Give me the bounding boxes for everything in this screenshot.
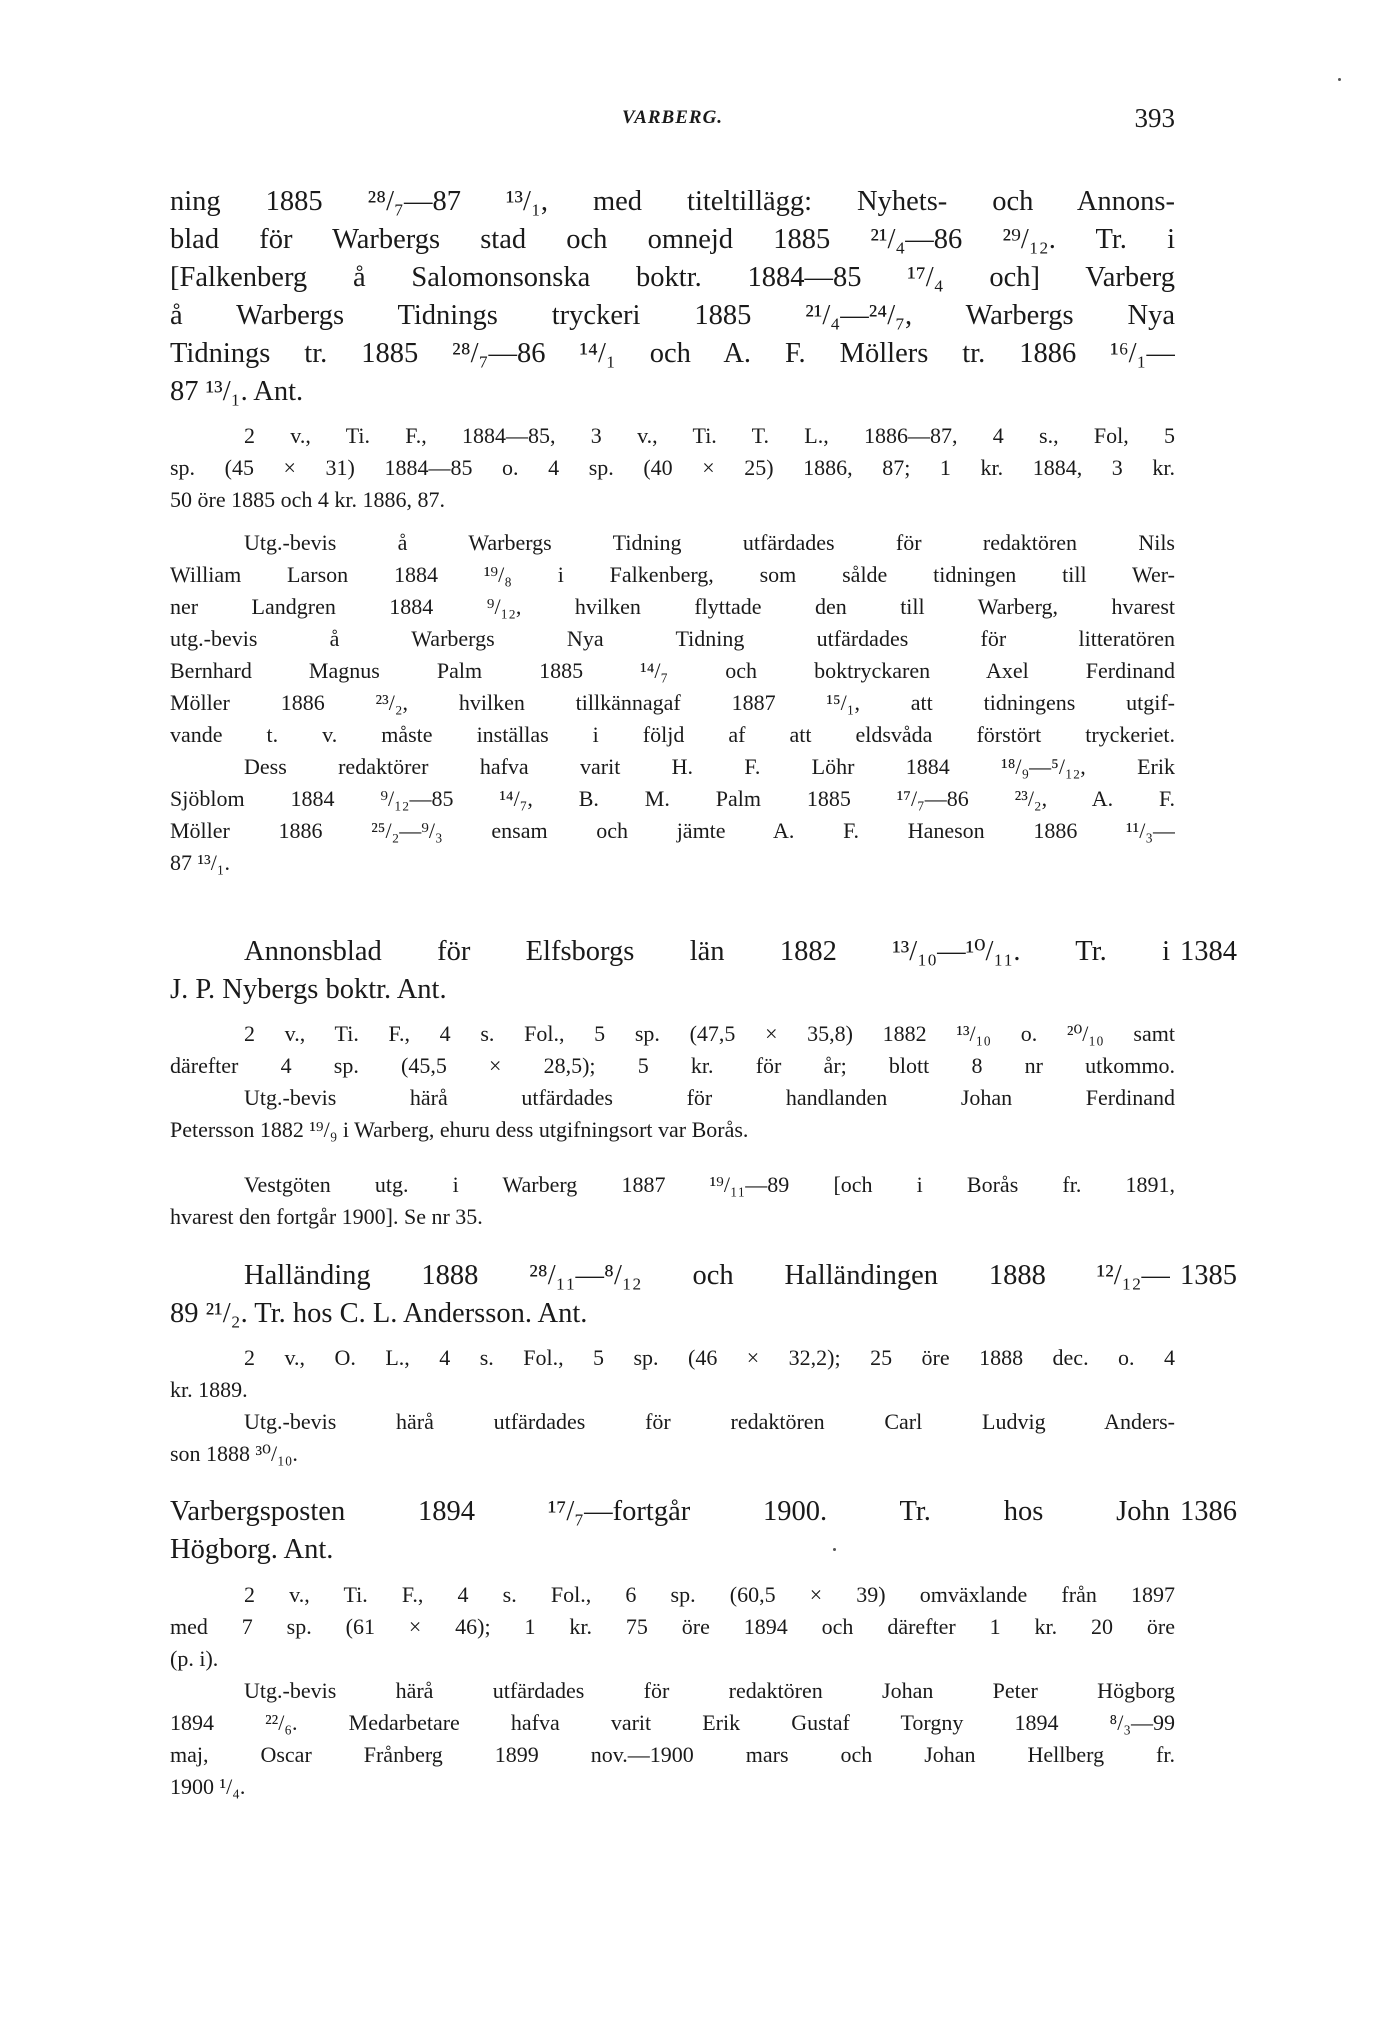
text-line: Möller 1886 ²⁵/₂—⁹/₃ ensam och jämte A. F. Haneson 1886 ¹¹/₃—: [170, 818, 1175, 843]
text-line: ner Landgren 1884 ⁹/₁₂, hvilken flyttade den till Warberg, hvarest: [170, 594, 1175, 619]
text-line: 87 ¹³/₁. Ant.: [170, 376, 304, 407]
text-line: 2 v., O. L., 4 s. Fol., 5 sp. (46 × 32,2); 25 öre 1888 dec. o. 4: [244, 1345, 1175, 1370]
entry-heading-line: Annonsblad för Elfsborgs län 1882 ¹³/₁₀—¹⁰/₁₁. Tr. i: [244, 936, 1170, 967]
page-number: 393: [1134, 103, 1175, 133]
running-title: VARBERG.: [621, 107, 724, 128]
text-line: William Larson 1884 ¹⁹/₈ i Falkenberg, som sålde tidningen till Wer-: [170, 562, 1175, 587]
text-line: sp. (45 × 31) 1884—85 o. 4 sp. (40 × 25) 1886, 87; 1 kr. 1884, 3 kr.: [170, 455, 1175, 480]
text-line: å Warbergs Tidnings tryckeri 1885 ²¹/₄—²⁴/₇, Warbergs Nya: [170, 300, 1175, 331]
speck: [833, 1548, 836, 1551]
text-line: Petersson 1882 ¹⁹/₉ i Warberg, ehuru dess utgifningsort var Borås.: [170, 1117, 749, 1142]
text-line: [Falkenberg å Salomonsonska boktr. 1884—85 ¹⁷/₄ och] Varberg: [170, 262, 1175, 293]
running-header: [170, 103, 1175, 143]
text-line: vande t. v. måste inställas i följd af att eldsvåda förstört tryckeriet.: [170, 722, 1175, 747]
text-line: 2 v., Ti. F., 4 s. Fol., 6 sp. (60,5 × 39) omväxlande från 1897: [244, 1582, 1175, 1607]
margin-number: 1386: [1180, 1496, 1237, 1527]
text-line: Vestgöten utg. i Warberg 1887 ¹⁹/₁₁—89 [och i Borås fr. 1891,: [244, 1172, 1175, 1197]
entry-heading-line: Halländing 1888 ²⁸/₁₁—⁸/₁₂ och Halländingen 1888 ¹²/₁₂—: [244, 1260, 1170, 1291]
text-line: Tidnings tr. 1885 ²⁸/₇—86 ¹⁴/₁ och A. F. Möllers tr. 1886 ¹⁶/₁—: [170, 338, 1175, 369]
entry-heading-line: Varbergsposten 1894 ¹⁷/₇—fortgår 1900. Tr. hos John: [170, 1496, 1170, 1527]
speck: [1338, 78, 1341, 81]
text-line: Utg.-bevis härå utfärdades för handlanden Johan Ferdinand: [244, 1085, 1175, 1110]
text-line: (p. i).: [170, 1646, 219, 1671]
text-line: Bernhard Magnus Palm 1885 ¹⁴/₇ och boktryckaren Axel Ferdinand: [170, 658, 1175, 683]
text-line: utg.-bevis å Warbergs Nya Tidning utfärdades för litteratören: [170, 626, 1175, 651]
margin-number: 1385: [1180, 1260, 1237, 1291]
text-line: 2 v., Ti. F., 4 s. Fol., 5 sp. (47,5 × 35,8) 1882 ¹³/₁₀ o. ²⁰/₁₀ samt: [244, 1021, 1175, 1046]
margin-number: 1384: [1180, 936, 1237, 967]
text-line: kr. 1889.: [170, 1377, 248, 1402]
text-line: därefter 4 sp. (45,5 × 28,5); 5 kr. för år; blott 8 nr utkommo.: [170, 1053, 1175, 1078]
text-line: 1900 ¹/₄.: [170, 1774, 246, 1799]
text-line: 50 öre 1885 och 4 kr. 1886, 87.: [170, 487, 445, 512]
text-line: 1894 ²²/₆. Medarbetare hafva varit Erik Gustaf Torgny 1894 ⁸/₃—99: [170, 1710, 1175, 1735]
text-line: 89 ²¹/₂. Tr. hos C. L. Andersson. Ant.: [170, 1298, 588, 1329]
text-line: maj, Oscar Frånberg 1899 nov.—1900 mars och Johan Hellberg fr.: [170, 1742, 1175, 1767]
text-line: Utg.-bevis härå utfärdades för redaktören Johan Peter Högborg: [244, 1678, 1175, 1703]
text-line: J. P. Nybergs boktr. Ant.: [170, 974, 447, 1005]
text-line: Sjöblom 1884 ⁹/₁₂—85 ¹⁴/₇, B. M. Palm 1885 ¹⁷/₇—86 ²³/₂, A. F.: [170, 786, 1175, 811]
text-line: ning 1885 ²⁸/₇—87 ¹³/₁, med titeltillägg: Nyhets- och Annons-: [170, 186, 1175, 217]
text-line: Dess redaktörer hafva varit H. F. Löhr 1884 ¹⁸/₉—⁵/₁₂, Erik: [244, 754, 1175, 779]
text-line: med 7 sp. (61 × 46); 1 kr. 75 öre 1894 och därefter 1 kr. 20 öre: [170, 1614, 1175, 1639]
text-line: 2 v., Ti. F., 1884—85, 3 v., Ti. T. L., 1886—87, 4 s., Fol, 5: [244, 423, 1175, 448]
text-line: hvarest den fortgår 1900]. Se nr 35.: [170, 1204, 483, 1229]
text-line: blad för Warbergs stad och omnejd 1885 ²¹/₄—86 ²⁹/₁₂. Tr. i: [170, 224, 1175, 255]
text-line: Utg.-bevis å Warbergs Tidning utfärdades för redaktören Nils: [244, 530, 1175, 555]
text-line: Högborg. Ant.: [170, 1534, 334, 1565]
text-line: 87 ¹³/₁.: [170, 850, 230, 875]
text-line: son 1888 ³⁰/₁₀.: [170, 1441, 298, 1466]
text-line: Utg.-bevis härå utfärdades för redaktören Carl Ludvig Anders-: [244, 1409, 1175, 1434]
text-line: Möller 1886 ²³/₂, hvilken tillkännagaf 1887 ¹⁵/₁, att tidningens utgif-: [170, 690, 1175, 715]
